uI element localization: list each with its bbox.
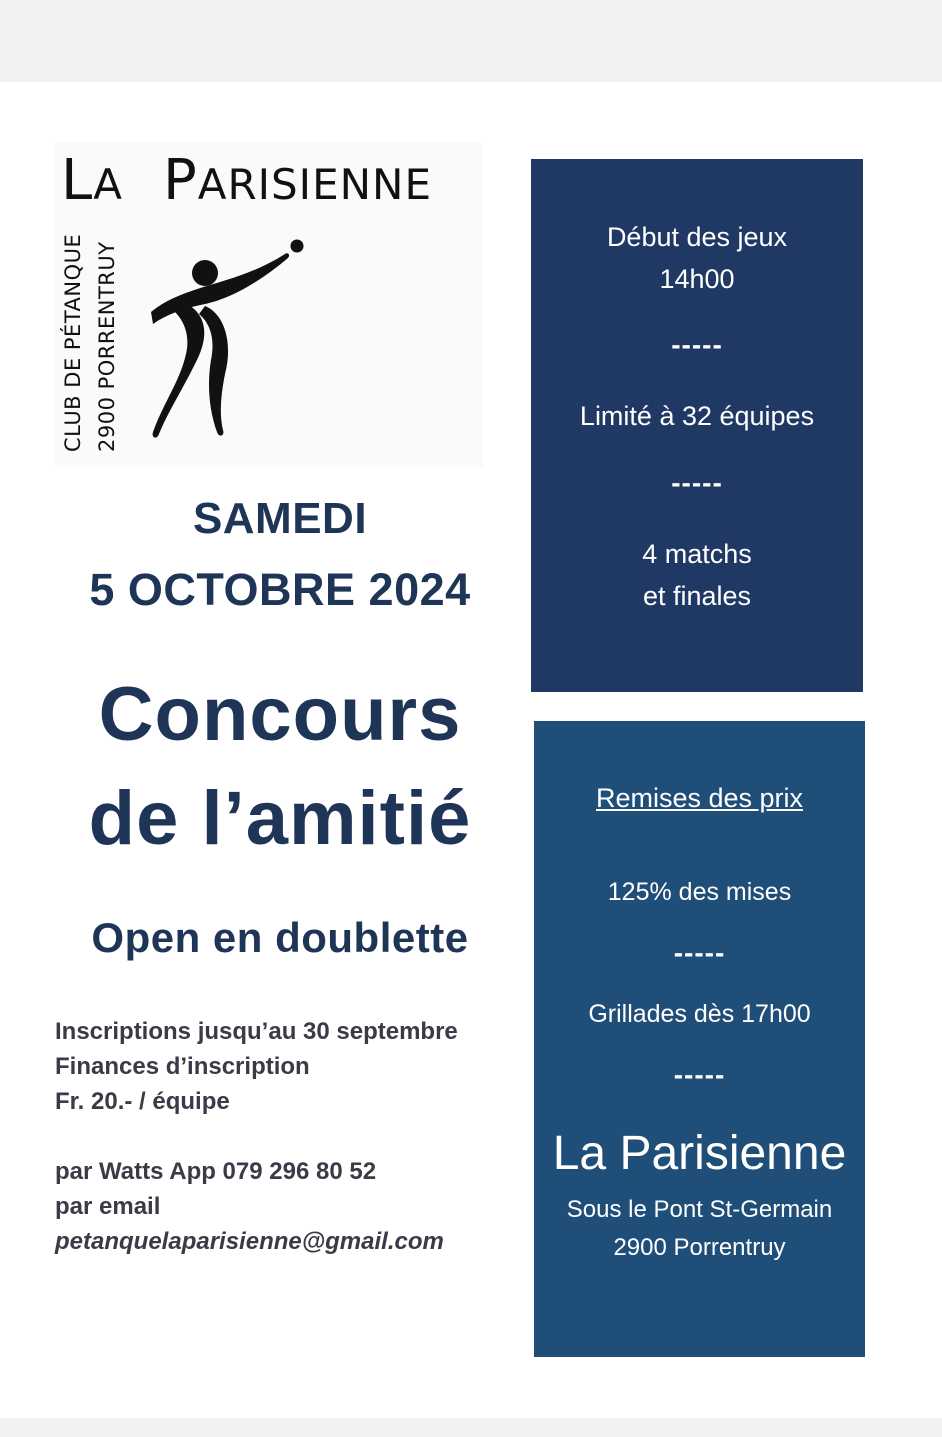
logo-title-rest-2: ARISIENNE	[197, 160, 432, 209]
event-day: SAMEDI	[192, 494, 368, 543]
prize-info-box	[534, 721, 865, 1357]
logo-title-initial-2: P	[162, 148, 198, 213]
matches-line-2: et finales	[642, 581, 752, 611]
venue-name: La Parisienne	[552, 1127, 847, 1180]
food-info: Grillades dès 17h00	[588, 1000, 811, 1028]
event-subtitle: Open en doublette	[91, 914, 469, 961]
registration-info	[55, 1014, 458, 1119]
event-title-line-2: de l’amitié	[88, 776, 472, 861]
separator: -----	[671, 467, 723, 498]
contact-email-label: par email	[55, 1193, 161, 1220]
logo-side-text	[61, 234, 131, 452]
prize-title: Remises des prix	[595, 783, 804, 813]
logo-title-initial-1: L	[61, 148, 94, 213]
registration-fee: Fr. 20.- / équipe	[55, 1088, 230, 1115]
start-time: 14h00	[659, 264, 735, 294]
contact-whatsapp: par Watts App 079 296 80 52	[55, 1158, 377, 1185]
separator: -----	[673, 1059, 726, 1090]
prize-amount: 125% des mises	[607, 878, 792, 906]
game-info-box	[531, 159, 863, 692]
registration-fee-label: Finances d’inscription	[55, 1053, 310, 1080]
registration-deadline: Inscriptions jusqu’au 30 septembre	[55, 1018, 458, 1045]
contact-info	[55, 1154, 444, 1259]
venue-address-line-1: Sous le Pont St-Germain	[566, 1196, 833, 1223]
contact-email: petanquelaparisienne@gmail.com	[55, 1228, 444, 1255]
event-date: 5 OCTOBRE 2024	[89, 564, 471, 615]
team-limit: Limité à 32 équipes	[579, 401, 815, 431]
event-title-line-1: Concours	[98, 672, 462, 757]
club-logo	[55, 142, 483, 467]
start-label: Début des jeux	[606, 222, 788, 252]
petanque-player-icon	[145, 234, 315, 449]
separator: -----	[673, 937, 726, 968]
logo-title-rest-1: A	[93, 160, 123, 209]
matches-line-1: 4 matchs	[642, 539, 752, 569]
logo-title	[61, 148, 432, 213]
venue-address-line-2: 2900 Porrentruy	[613, 1234, 786, 1261]
separator: -----	[671, 329, 723, 360]
logo-side-line-1: CLUB DE PÉTANQUE	[61, 233, 85, 452]
event-title	[40, 663, 520, 871]
logo-side-line-2: 2900 PORRENTRUY	[95, 241, 119, 452]
